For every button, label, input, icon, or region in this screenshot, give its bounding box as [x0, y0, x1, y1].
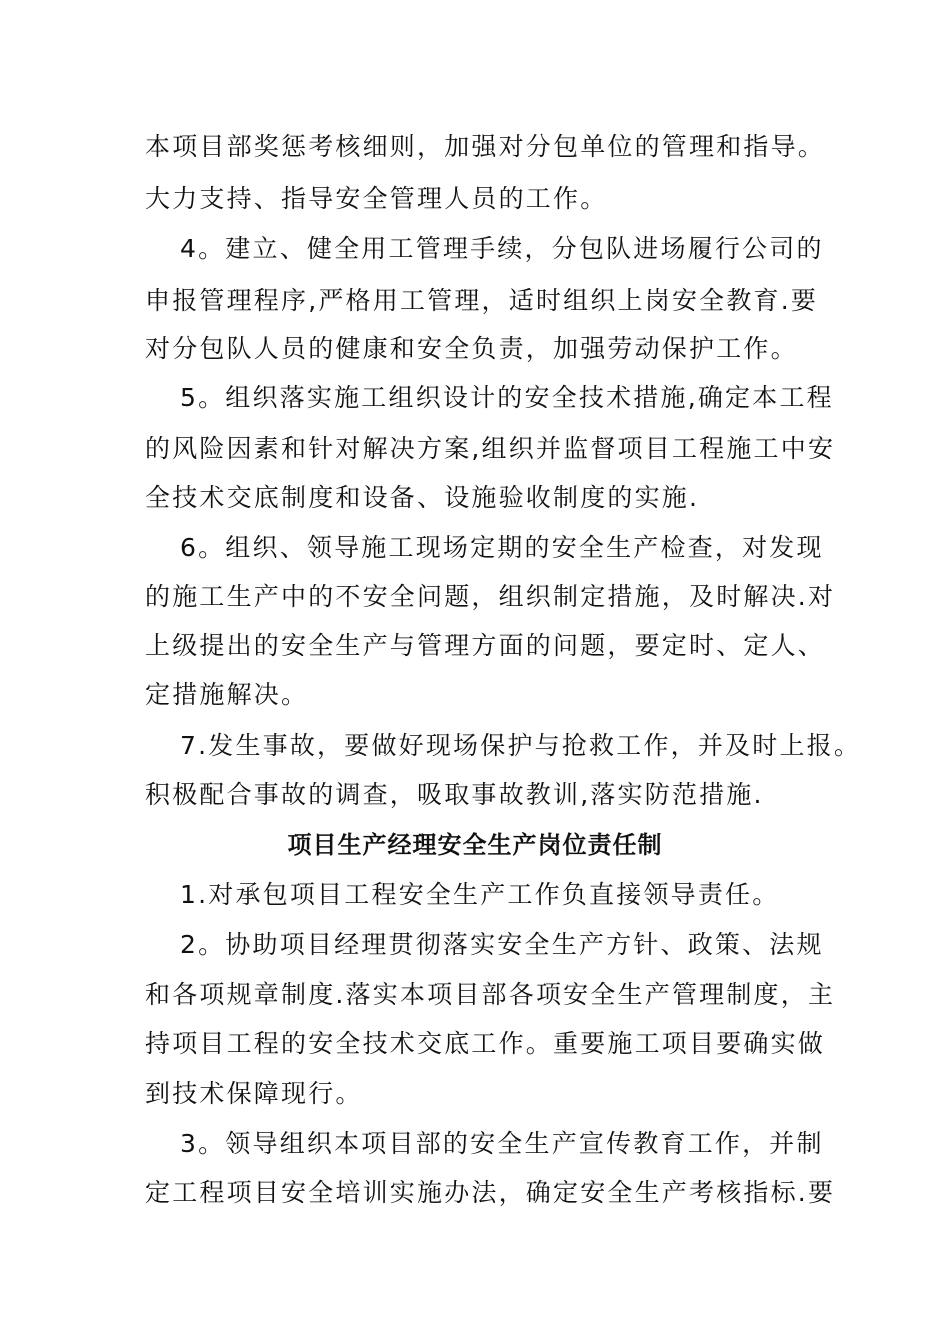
item-4-line: 4。建立、健全用工管理手续，分包队进场履行公司的: [180, 234, 824, 263]
body-line: 申报管理程序,严格用工管理，适时组织上岗安全教育.要: [145, 286, 819, 315]
item-7-line: 7.发生事故，要做好现场保护与抢救工作，并及时上报。: [180, 731, 862, 760]
body-line: 对分包队人员的健康和安全负责，加强劳动保护工作。: [145, 334, 798, 363]
body-line: 全技术交底制度和设备、设施验收制度的实施.: [145, 483, 700, 512]
item-5-line: 5。组织落实施工组织设计的安全技术措施,确定本工程: [180, 383, 834, 412]
body-line: 本项目部奖惩考核细则，加强对分包单位的管理和指导。: [145, 132, 826, 161]
section-heading: 项目生产经理安全生产岗位责任制: [287, 831, 663, 859]
body-line: 的施工生产中的不安全问题，组织制定措施，及时解决.对: [145, 582, 836, 611]
body-line: 和各项规章制度.落实本项目部各项安全生产管理制度，主: [145, 980, 836, 1009]
body-line: 大力支持、指导安全管理人员的工作。: [145, 184, 608, 213]
body-line: 到技术保障现行。: [145, 1079, 363, 1108]
body-line: 的风险因素和针对解决方案,组织并监督项目工程施工中安: [145, 434, 836, 463]
item-6-line: 6。组织、领导施工现场定期的安全生产检查，对发现: [180, 533, 824, 562]
body-line: 积极配合事故的调查，吸取事故教训,落实防范措施.: [145, 780, 764, 809]
body-line: 定工程项目安全培训实施办法，确定安全生产考核指标.要: [145, 1178, 836, 1207]
body-line: 定措施解决。: [145, 680, 309, 709]
item-3-line: 3。领导组织本项目部的安全生产宣传教育工作，并制: [180, 1129, 824, 1158]
item-1-line: 1.对承包项目工程安全生产工作负直接领导责任。: [180, 880, 780, 909]
body-line: 持项目工程的安全技术交底工作。重要施工项目要确实做: [145, 1029, 826, 1058]
item-2-line: 2。协助项目经理贯彻落实安全生产方针、政策、法规: [180, 930, 824, 959]
body-line: 上级提出的安全生产与管理方面的问题，要定时、定人、: [145, 631, 826, 660]
